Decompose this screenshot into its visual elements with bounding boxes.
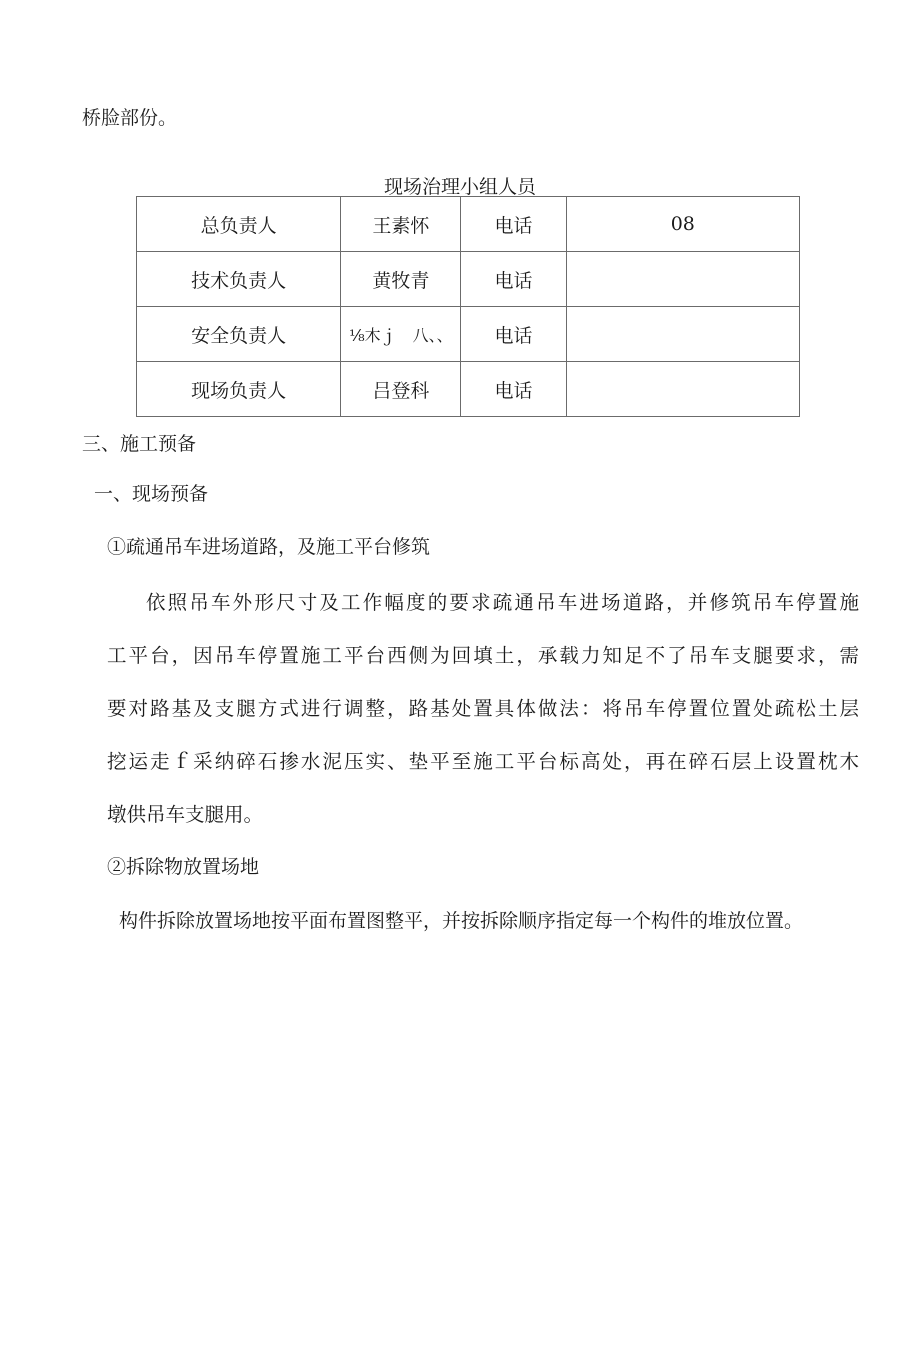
phone-cell	[566, 362, 799, 417]
contact-label-cell: 电话	[461, 252, 566, 307]
subsection-heading: 一、现场预备	[94, 483, 209, 505]
name-cell: 吕登科	[341, 362, 461, 417]
role-cell: 总负责人	[137, 197, 341, 252]
item2-heading: ②拆除物放置场地	[107, 856, 260, 878]
phone-cell: 08	[566, 197, 799, 252]
contact-label-cell: 电话	[461, 362, 566, 417]
item1-paragraph-line: 墩供吊车支腿用。	[107, 803, 264, 826]
table-row	[137, 252, 800, 307]
contact-label-cell: 电话	[461, 197, 566, 252]
name-cell: ⅛木ｊ 八、、	[341, 307, 461, 362]
section-heading: 三、施工预备	[82, 433, 197, 455]
item1-paragraph-line: 挖运走ｆ采纳碎石掺水泥压实、垫平至施工平台标高处，再在碎石层上设置枕木	[107, 750, 859, 773]
role-cell: 安全负责人	[137, 307, 341, 362]
name-cell: 王素怀	[341, 197, 461, 252]
role-cell: 技术负责人	[137, 252, 341, 307]
name-cell: 黄牧青	[341, 252, 461, 307]
phone-cell	[566, 252, 799, 307]
item1-paragraph-line: 工平台，因吊车停置施工平台西侧为回填土，承载力知足不了吊车支腿要求，需	[107, 644, 859, 667]
staff-table	[136, 196, 800, 417]
item1-paragraph-line: 依照吊车外形尺寸及工作幅度的要求疏通吊车进场道路，并修筑吊车停置施	[146, 591, 859, 614]
phone-cell	[566, 307, 799, 362]
table-row	[137, 197, 800, 252]
item1-heading: ①疏通吊车进场道路，及施工平台修筑	[107, 536, 431, 558]
item1-paragraph-line: 要对路基及支腿方式进行调整，路基处置具体做法：将吊车停置位置处疏松土层	[107, 697, 859, 720]
table-row	[137, 307, 800, 362]
table-caption: 现场治理小组人员	[383, 176, 536, 198]
role-cell: 现场负责人	[137, 362, 341, 417]
contact-label-cell: 电话	[461, 307, 566, 362]
top-text-line: 桥脸部份。	[82, 107, 178, 129]
item2-paragraph: 构件拆除放置场地按平面布置图整平，并按拆除顺序指定每一个构件的堆放位置。	[119, 910, 804, 932]
table-row	[137, 362, 800, 417]
